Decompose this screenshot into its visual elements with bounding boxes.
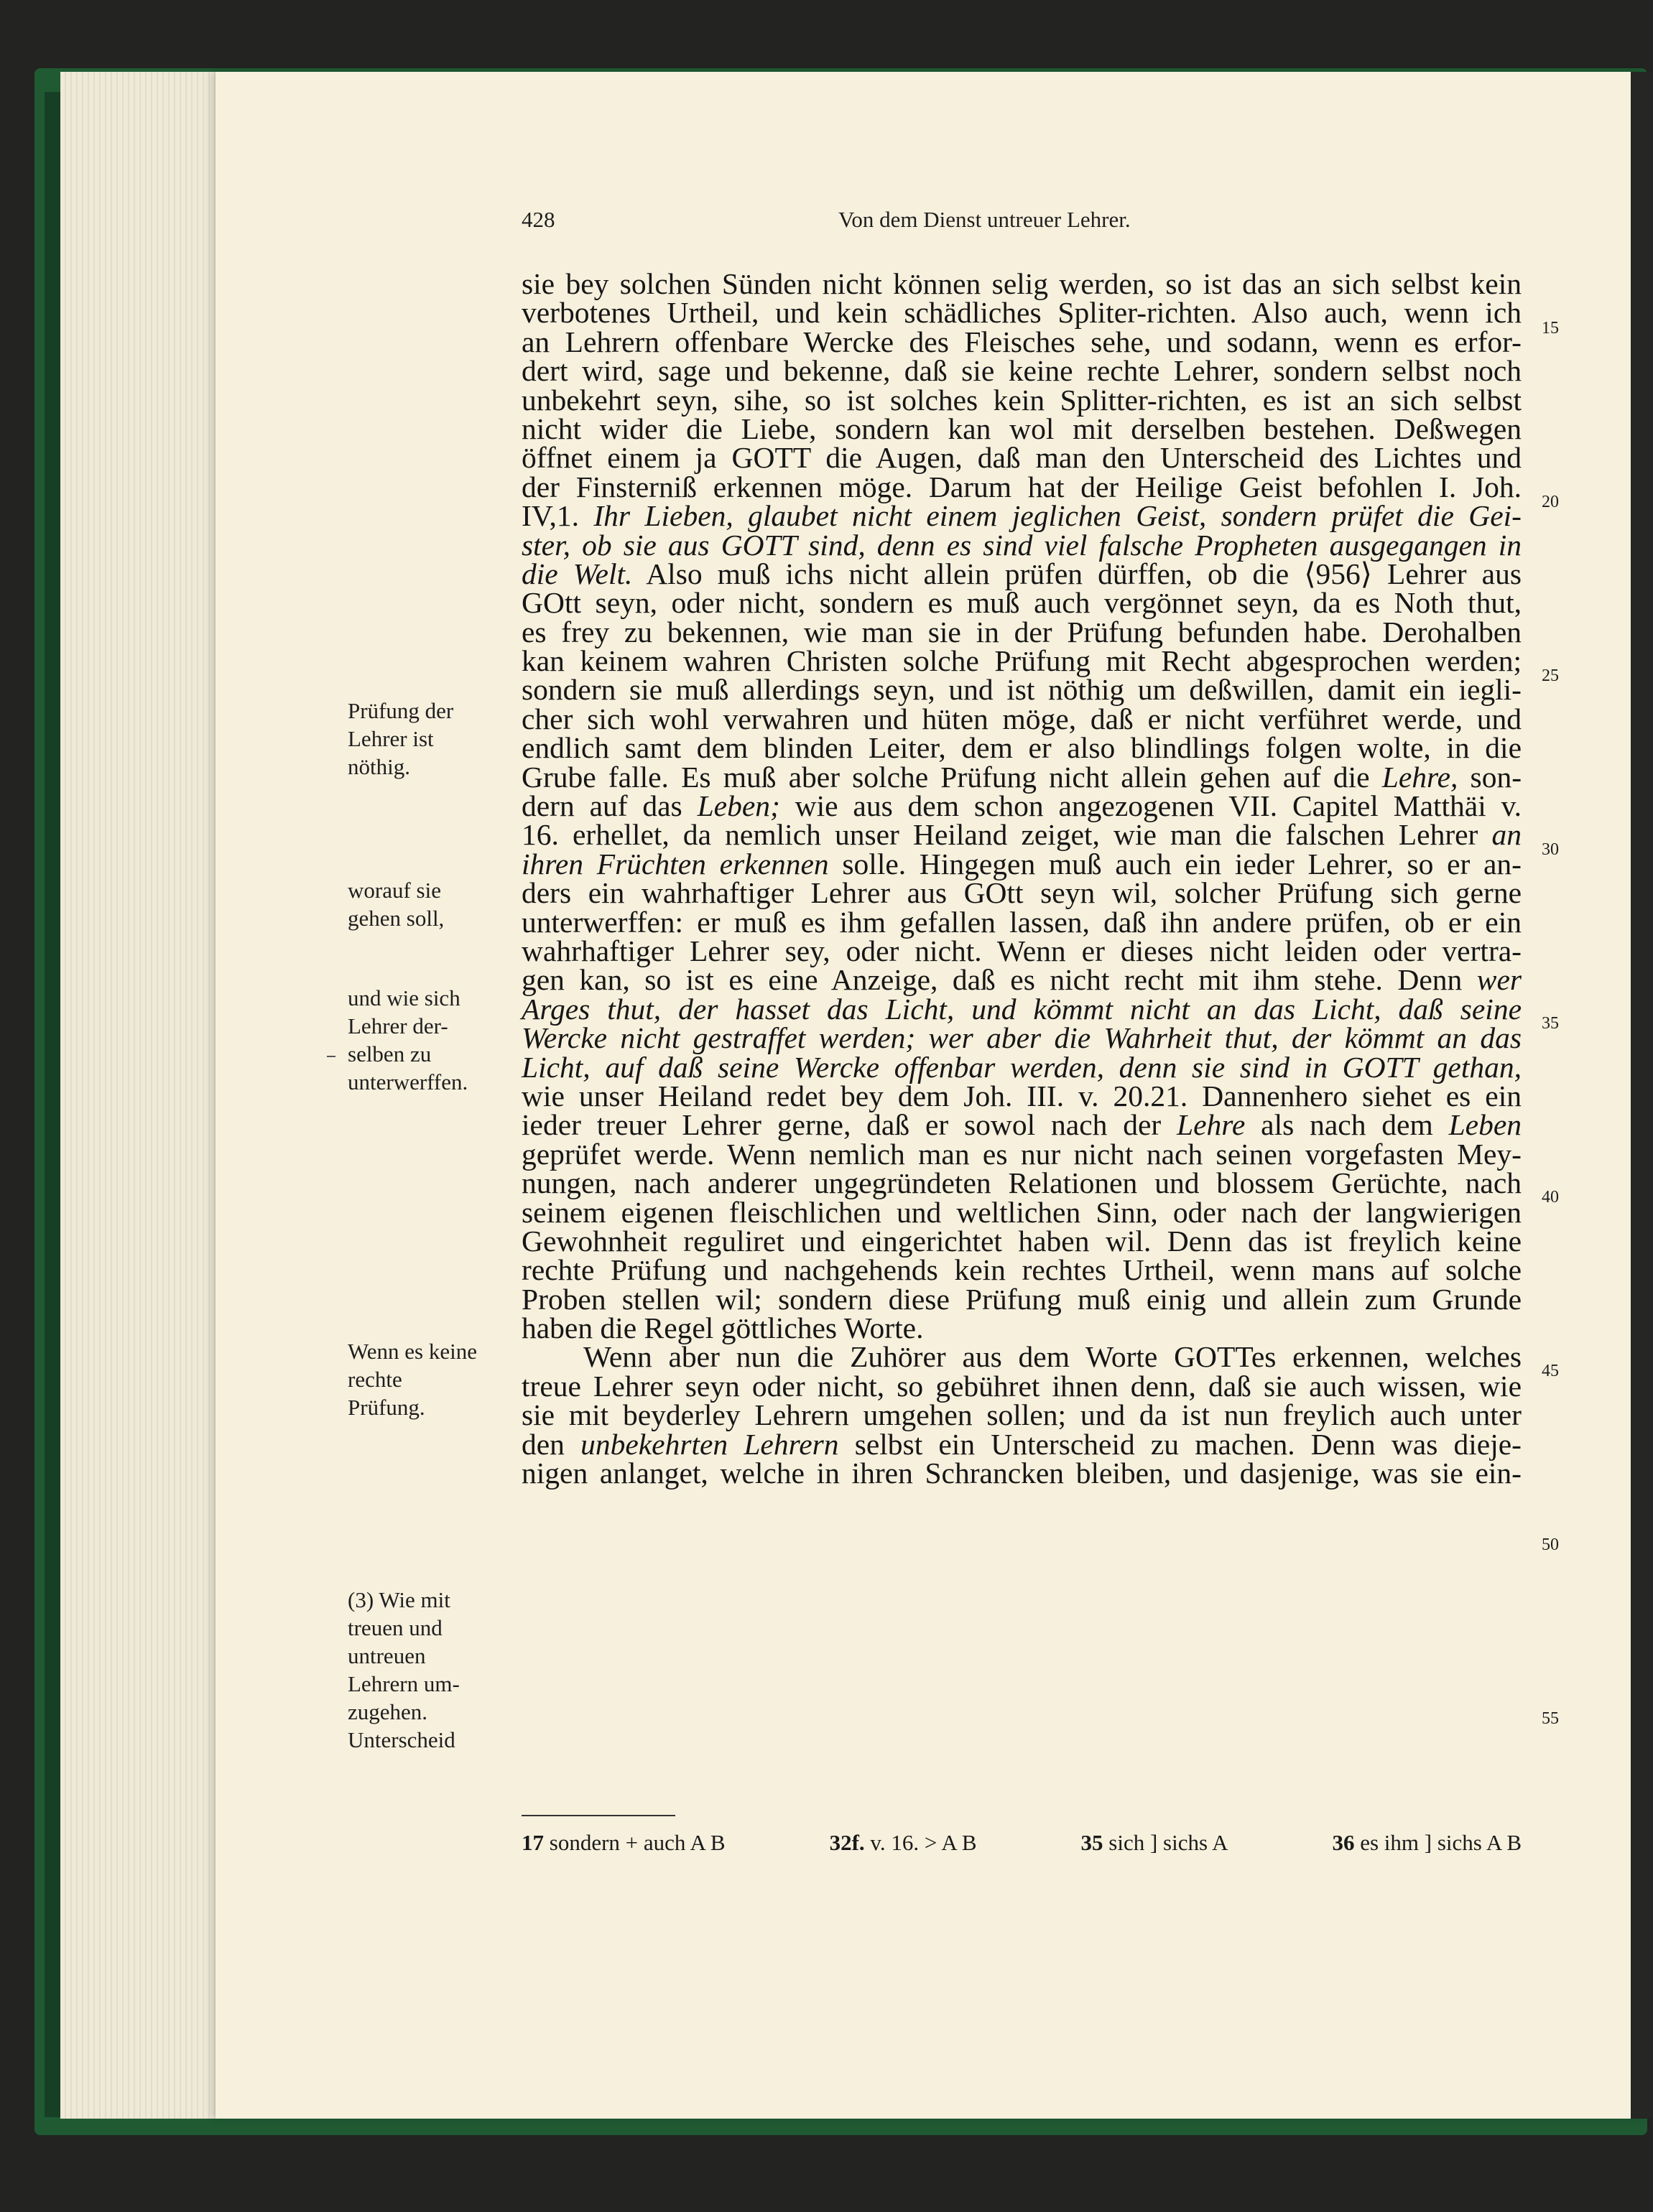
bible-quote: Wercke nicht gestraffet werden; wer aber die Wahrheit thut, der kömmt an das: [522, 1021, 1522, 1055]
text-line: kan keinem wahren Christen solche Prüfung mit Recht abgesprochen werden;: [522, 644, 1522, 678]
text-line: GOtt seyn, oder nicht, sondern es muß auch vergönnet seyn, da es Noth thut,: [522, 586, 1522, 620]
text-line: nigen anlanget, welche in ihren Schrancken bleiben, und dasjenige, was sie ein-: [522, 1456, 1522, 1490]
text-line: unterwerffen: er muß es ihm gefallen lassen, daß ihn andere prüfen, ob er ein: [522, 905, 1522, 939]
line-number: 30: [1542, 840, 1559, 859]
footnotes: [522, 1830, 1522, 1856]
text-line: an Lehrern offenbare Wercke des Fleisches sehe, und sodann, wenn es erfor-: [522, 325, 1522, 358]
margin-note: Wenn es keine rechte Prüfung.: [348, 1339, 477, 1420]
edition-page-marker: ⟨956⟩: [1304, 557, 1372, 590]
text-line: Grube falle. Es muß aber solche Prüfung nicht allein gehen auf die Lehre, son-: [522, 760, 1522, 794]
text-line: unbekehrt seyn, sihe, so ist solches kein Splitter-richten, es ist an sich selbst: [522, 383, 1522, 417]
bible-quote: ster, ob sie aus GOTT sind, denn es sind viel falsche Propheten ausgegangen in: [522, 528, 1522, 562]
text-line: sie bey solchen Sünden nicht können selig werden, so ist das an sich selbst kein: [522, 267, 1522, 300]
bible-quote: die Welt.: [522, 557, 633, 590]
line-number: 35: [1542, 1014, 1559, 1033]
margin-note: Prüfung der Lehrer ist nöthig.: [348, 698, 454, 779]
margin-dash: [327, 1056, 335, 1057]
text-line: die Welt. Also muß ichs nicht allein prüfen dürffen, ob die ⟨956⟩ Lehrer aus: [522, 557, 1522, 590]
text-line: rechte Prüfung und nachgehends kein rechtes Urtheil, wenn mans auf solche: [522, 1253, 1522, 1287]
bible-quote: Licht, auf daß seine Wercke offenbar werden, denn sie sind in GOTT gethan,: [522, 1050, 1522, 1084]
line-number: 55: [1542, 1709, 1559, 1728]
margin-note: worauf sie gehen soll,: [348, 878, 445, 931]
line-number: 25: [1542, 666, 1559, 685]
text-line: cher sich wohl verwahren und hüten möge, daß er nicht verführet werde, und: [522, 702, 1522, 735]
text-line: dert wird, sage und bekenne, daß sie keine rechte Lehrer, sondern selbst noch: [522, 354, 1522, 388]
text-line: ders ein wahrhaftiger Lehrer aus GOtt seyn wil, solcher Prüfung sich gerne: [522, 876, 1522, 910]
text-line: sondern sie muß allerdings seyn, und ist nöthig um deßwillen, damit ein iegli-: [522, 673, 1522, 707]
text-line: Gewohnheit reguliret und eingerichtet haben wil. Denn das ist freylich keine: [522, 1224, 1522, 1258]
text-line: [522, 1021, 1522, 1055]
footnote-rule: [522, 1815, 675, 1816]
text-line: treue Lehrer seyn oder nicht, so gebühret ihnen denn, daß sie auch wissen, wie: [522, 1369, 1522, 1403]
text-line: geprüfet werde. Wenn nemlich man es nur nicht nach seinen vorgefasten Mey-: [522, 1137, 1522, 1171]
text-line: der Finsterniß erkennen möge. Darum hat der Heilige Geist befohlen I. Joh.: [522, 470, 1522, 503]
text-line: öffnet einem ja GOTT die Augen, daß man den Unterscheid des Lichtes und: [522, 441, 1522, 475]
line-number: 45: [1542, 1362, 1559, 1380]
margin-note: (3) Wie mit treuen und untreuen Lehrern um- zugehen. Unterscheid: [348, 1587, 460, 1752]
footnote: 35 sich ] sichs A: [1080, 1830, 1228, 1855]
text-line: seinem eigenen fleischlichen und weltlichen Sinn, oder nach der langwierigen: [522, 1195, 1522, 1229]
text-line: [522, 992, 1522, 1026]
text-line: Wenn aber nun die Zuhörer aus dem Worte GOTTes erkennen, welches: [583, 1340, 1522, 1374]
text-line: nungen, nach anderer ungegründeten Relationen und blossem Gerüchte, nach: [522, 1166, 1522, 1200]
text-line: [522, 1050, 1522, 1084]
text-line: dern auf das Leben; wie aus dem schon angezogenen VII. Capitel Matthäi v.: [522, 789, 1522, 823]
bible-quote: Ihr Lieben, glaubet nicht einem jeglichen Geist, sondern prüfet die Gei-: [593, 499, 1522, 533]
text-line: 16. erhellet, da nemlich unser Heiland zeiget, wie man die falschen Lehrer an: [522, 818, 1522, 852]
main-text: [522, 267, 1522, 1490]
text-line: es frey zu bekennen, wie man sie in der Prüfung befunden habe. Derohalben: [522, 615, 1522, 649]
page-number: 428: [522, 207, 555, 232]
footnote: 36 es ihm ] sichs A B: [1332, 1830, 1522, 1855]
bible-quote: Arges thut, der hasset das Licht, und kömmt nicht an das Licht, daß seine: [522, 992, 1522, 1026]
text-line: gen kan, so ist es eine Anzeige, daß es nicht recht mit ihm stehe. Denn wer: [522, 963, 1522, 997]
page-stack: [60, 72, 226, 2119]
footnote: 17 sondern + auch A B: [522, 1830, 726, 1855]
text-line: IV,1. Ihr Lieben, glaubet nicht einem jeglichen Geist, sondern prüfet die Gei-: [522, 499, 1522, 533]
footnote: 32f. v. 16. > A B: [829, 1830, 977, 1855]
text-line: nicht wider die Liebe, sondern kan wol mit derselben bestehen. Deßwegen: [522, 412, 1522, 445]
text-line: wie unser Heiland redet bey dem Joh. III. v. 20.21. Dannenhero siehet es ein: [522, 1079, 1522, 1112]
margin-note: und wie sich Lehrer der- selben zu unterwerffen.: [348, 985, 468, 1095]
background-strip: [1631, 72, 1653, 2119]
line-number: 40: [1542, 1188, 1559, 1207]
running-title: Von dem Dienst untreuer Lehrer.: [838, 207, 1131, 232]
text-line: den unbekehrten Lehrern selbst ein Unterscheid zu machen. Denn was dieje-: [522, 1427, 1522, 1461]
line-number: 15: [1542, 319, 1559, 338]
line-number: 50: [1542, 1535, 1559, 1554]
text-line: haben die Regel göttliches Worte.: [522, 1311, 924, 1345]
text-line: [522, 528, 1522, 562]
text-line: wahrhaftiger Lehrer sey, oder nicht. Wenn er dieses nicht leiden oder vertra-: [522, 934, 1522, 967]
line-number: 20: [1542, 493, 1559, 511]
text-line: verbotenes Urtheil, und kein schädliches Spliter-richten. Also auch, wenn ich: [522, 296, 1522, 330]
text-line: endlich samt dem blinden Leiter, dem er also blindlings folgen wolte, in die: [522, 731, 1522, 765]
text-line: ihren Früchten erkennen solle. Hingegen muß auch ein ieder Lehrer, so er an-: [522, 847, 1522, 880]
text-line: Proben stellen wil; sondern diese Prüfung muß einig und allein zum Grunde: [522, 1282, 1522, 1316]
text-line: sie mit beyderley Lehrern umgehen sollen; und da ist nun freylich auch unter: [522, 1398, 1522, 1432]
text-line: ieder treuer Lehrer gerne, daß er sowol nach der Lehre als nach dem Leben: [522, 1108, 1522, 1142]
